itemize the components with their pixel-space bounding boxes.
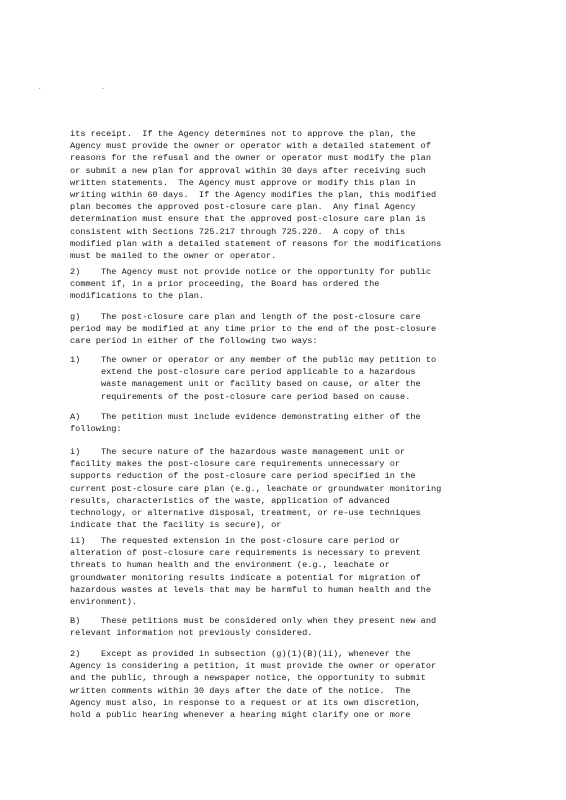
paragraph-agency-determination: its receipt. If the Agency determines not to approve the plan, the Agency must provide the owner or operator with a detailed statement of reasons for the refusal and the owner or operator must modify the plan or submit a new plan for approval within 30 days after receiving such written statements. The Agency must approve or modify this plan in writing within 60 days. If the Agency modifies the plan, this modified plan becomes the approved post-closure care plan. Any final Agency determination must ensure that the approved post-closure care plan is consistent with Sections 725.217 through 725.220. A copy of this modified plan with a detailed statement of reasons for the modifications must be mailed to the owner or operator.	[70, 129, 442, 262]
paragraph-g-modification: g) The post-closure care plan and length of the post-closure care period may be modified at any time prior to the end of the post-closure care period in either of the following two ways:	[70, 312, 437, 347]
paragraph-B-new-information: B) These petitions must be considered only when they present new and relevant information not previously considered.	[70, 616, 437, 639]
paragraph-2-no-notice: 2) The Agency must not provide notice or the opportunity for public comment if, in a prior proceeding, the Board has ordered the modifications to the plan.	[70, 267, 431, 302]
paragraph-1-petition: 1) The owner or operator or any member of the public may petition to extend the post-closure care period applicable to a hazardous waste management unit or facility based on cause, or alter the requirements of the post-closure care period based on cause.	[70, 355, 437, 402]
scan-specks: . .	[38, 84, 133, 91]
paragraph-ii-extension: ii) The requested extension in the post-closure care period or alteration of post-closure care requirements is necessary to prevent threats to human health and the environment (e.g., leachate or groundwater monitoring results indicate a potential for migration of hazardous wastes at levels that may be harmful to human health and the environment).	[70, 536, 431, 608]
paragraph-A-evidence: A) The petition must include evidence demonstrating either of the following:	[70, 412, 421, 435]
paragraph-2-public-comment: 2) Except as provided in subsection (g)(1)(B)(ii), whenever the Agency is considering a petition, it must provide the owner or operator and the public, through a newspaper notice, the opportunity to submit written comments within 30 days after the date of the notice. The Agency must also, in response to a request or at its own discretion, hold a public hearing whenever a hearing might clarify one or more	[70, 649, 437, 721]
paragraph-i-secure-nature: i) The secure nature of the hazardous waste management unit or facility makes the post-closure care requirements unnecessary or supports reduction of the post-closure care period specified in the current post-closure care plan (e.g., leachate or groundwater monitoring results, characteristics of the waste, application of advanced technology, or alternative disposal, treatment, or re-use techniques indicate that the facility is secure), or	[70, 447, 442, 531]
